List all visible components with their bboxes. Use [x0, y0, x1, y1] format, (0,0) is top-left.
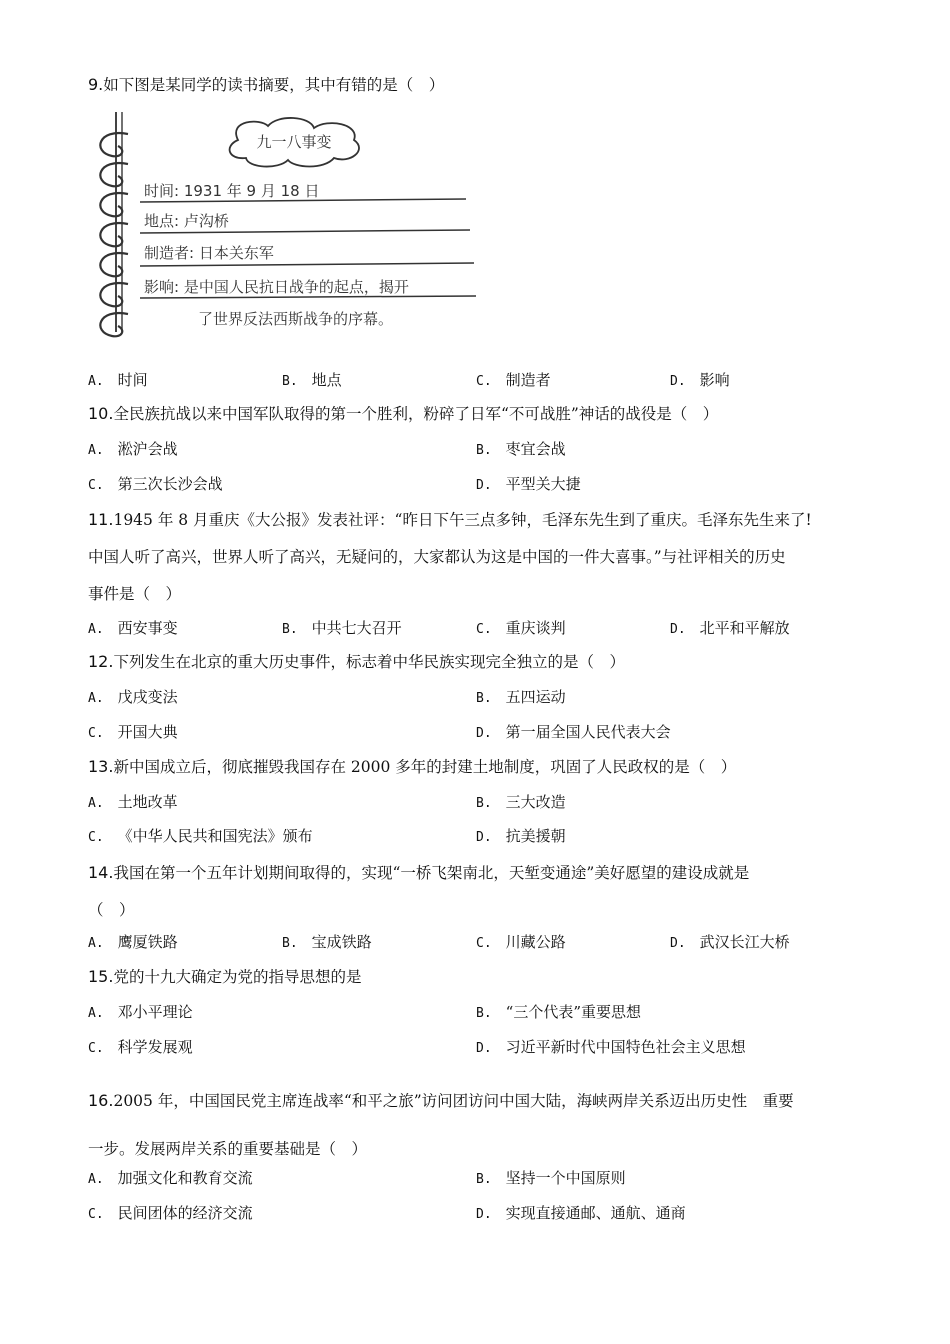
question-9-options — [88, 363, 868, 397]
option-c[interactable]: C. 第三次长沙会战 — [88, 475, 223, 493]
option-b[interactable]: B. 宝成铁路 — [282, 933, 372, 951]
option-d[interactable]: D. 第一届全国人民代表大会 — [476, 723, 671, 741]
question-text-line-3: 事件是（ ） — [88, 585, 182, 603]
notes-line-place: 地点: 卢沟桥 — [144, 212, 229, 230]
question-9 — [88, 68, 868, 102]
question-text: 全民族抗战以来中国军队取得的第一个胜利，粉碎了日军“不可战胜”神话的战役是（ ） — [113, 405, 719, 423]
question-number: 10. — [88, 404, 114, 423]
question-10-options-row1 — [88, 432, 868, 466]
question-text-line-1: 1945 年 8 月重庆《大公报》发表社评：“昨日下午三点多钟，毛泽东先生到了重庆。毛泽东先生来了! — [113, 511, 812, 529]
question-13 — [88, 750, 868, 784]
option-b[interactable]: B. 坚持一个中国原则 — [476, 1169, 626, 1187]
notes-line-impact-cont: 了世界反法西斯战争的序幕。 — [198, 310, 394, 328]
option-d[interactable]: D. 抗美援朝 — [476, 827, 566, 845]
option-c[interactable]: C. 制造者 — [476, 371, 551, 389]
question-text-line-1: 我国在第一个五年计划期间取得的，实现“一桥飞架南北，天堑变通途”美好愿望的建设成就是 — [113, 864, 750, 882]
option-c[interactable]: C. 重庆谈判 — [476, 619, 566, 637]
option-c[interactable]: C. 开国大典 — [88, 723, 178, 741]
option-a[interactable]: A. 加强文化和教育交流 — [88, 1169, 253, 1187]
option-c[interactable]: C. 《中华人民共和国宪法》颁布 — [88, 827, 313, 845]
question-15-options-row2 — [88, 1030, 868, 1064]
question-16-options-row2 — [88, 1196, 868, 1230]
question-12-options-row2 — [88, 715, 868, 749]
option-a[interactable]: A. 时间 — [88, 371, 148, 389]
question-10 — [88, 397, 868, 431]
question-12-options-row1 — [88, 680, 868, 714]
option-b[interactable]: B. 枣宜会战 — [476, 440, 566, 458]
option-c[interactable]: C. 川藏公路 — [476, 933, 566, 951]
reading-notes-image — [88, 112, 488, 344]
option-b[interactable]: B. 五四运动 — [476, 688, 566, 706]
question-text-line-1: 2005 年，中国国民党主席连战率“和平之旅”访问团访问中国大陆，海峡两岸关系迈出历史性 重要 — [113, 1092, 794, 1110]
question-10-options-row2 — [88, 467, 868, 501]
question-number: 14. — [88, 863, 114, 882]
question-14 — [88, 854, 868, 929]
question-11 — [88, 501, 868, 613]
question-16 — [88, 1077, 868, 1173]
notes-title: 九一八事变 — [256, 133, 332, 151]
question-number: 15. — [88, 967, 114, 986]
question-number: 12. — [88, 652, 114, 671]
question-16-options-row1 — [88, 1161, 868, 1195]
notes-line-impact: 影响: 是中国人民抗日战争的起点，揭开 — [144, 278, 409, 296]
option-b[interactable]: B. “三个代表”重要思想 — [476, 1003, 641, 1021]
question-15-options-row1 — [88, 995, 868, 1029]
option-a[interactable]: A. 淞沪会战 — [88, 440, 178, 458]
option-c[interactable]: C. 科学发展观 — [88, 1038, 193, 1056]
question-13-options-row1 — [88, 785, 868, 819]
option-d[interactable]: D. 实现直接通邮、通航、通商 — [476, 1204, 686, 1222]
question-number: 13. — [88, 757, 114, 776]
option-d[interactable]: D. 平型关大捷 — [476, 475, 581, 493]
option-a[interactable]: A. 土地改革 — [88, 793, 178, 811]
question-text: 如下图是某同学的读书摘要，其中有错的是（ ） — [103, 76, 445, 94]
option-a[interactable]: A. 邓小平理论 — [88, 1003, 193, 1021]
question-text: 党的十九大确定为党的指导思想的是 — [113, 968, 362, 986]
question-13-options-row2 — [88, 819, 868, 853]
option-b[interactable]: B. 三大改造 — [476, 793, 566, 811]
option-d[interactable]: D. 武汉长江大桥 — [670, 933, 790, 951]
notes-line-maker: 制造者: 日本关东军 — [144, 244, 274, 262]
question-14-options — [88, 925, 868, 959]
question-text-line-2: （ ） — [88, 901, 135, 919]
question-number: 11. — [88, 510, 114, 529]
option-d[interactable]: D. 习近平新时代中国特色社会主义思想 — [476, 1038, 746, 1056]
question-11-options — [88, 611, 868, 645]
question-text-line-2: 一步。发展两岸关系的重要基础是（ ） — [88, 1140, 368, 1158]
option-a[interactable]: A. 戊戌变法 — [88, 688, 178, 706]
question-text: 新中国成立后，彻底摧毁我国存在 2000 多年的封建土地制度，巩固了人民政权的是（ ） — [113, 758, 737, 776]
question-text-line-2: 中国人听了高兴，世界人听了高兴，无疑问的，大家都认为这是中国的一件大喜事。”与社评相关的历史 — [88, 548, 786, 566]
question-text: 下列发生在北京的重大历史事件，标志着中华民族实现完全独立的是（ ） — [113, 653, 625, 671]
option-c[interactable]: C. 民间团体的经济交流 — [88, 1204, 253, 1222]
option-a[interactable]: A. 西安事变 — [88, 619, 178, 637]
option-d[interactable]: D. 影响 — [670, 371, 730, 389]
question-15 — [88, 960, 868, 994]
question-12 — [88, 645, 868, 679]
option-b[interactable]: B. 地点 — [282, 371, 342, 389]
option-d[interactable]: D. 北平和平解放 — [670, 619, 790, 637]
question-number: 16. — [88, 1091, 114, 1110]
option-a[interactable]: A. 鹰厦铁路 — [88, 933, 178, 951]
question-number: 9. — [88, 75, 104, 94]
notes-line-time: 时间: 1931 年 9 月 18 日 — [144, 182, 320, 200]
option-b[interactable]: B. 中共七大召开 — [282, 619, 402, 637]
